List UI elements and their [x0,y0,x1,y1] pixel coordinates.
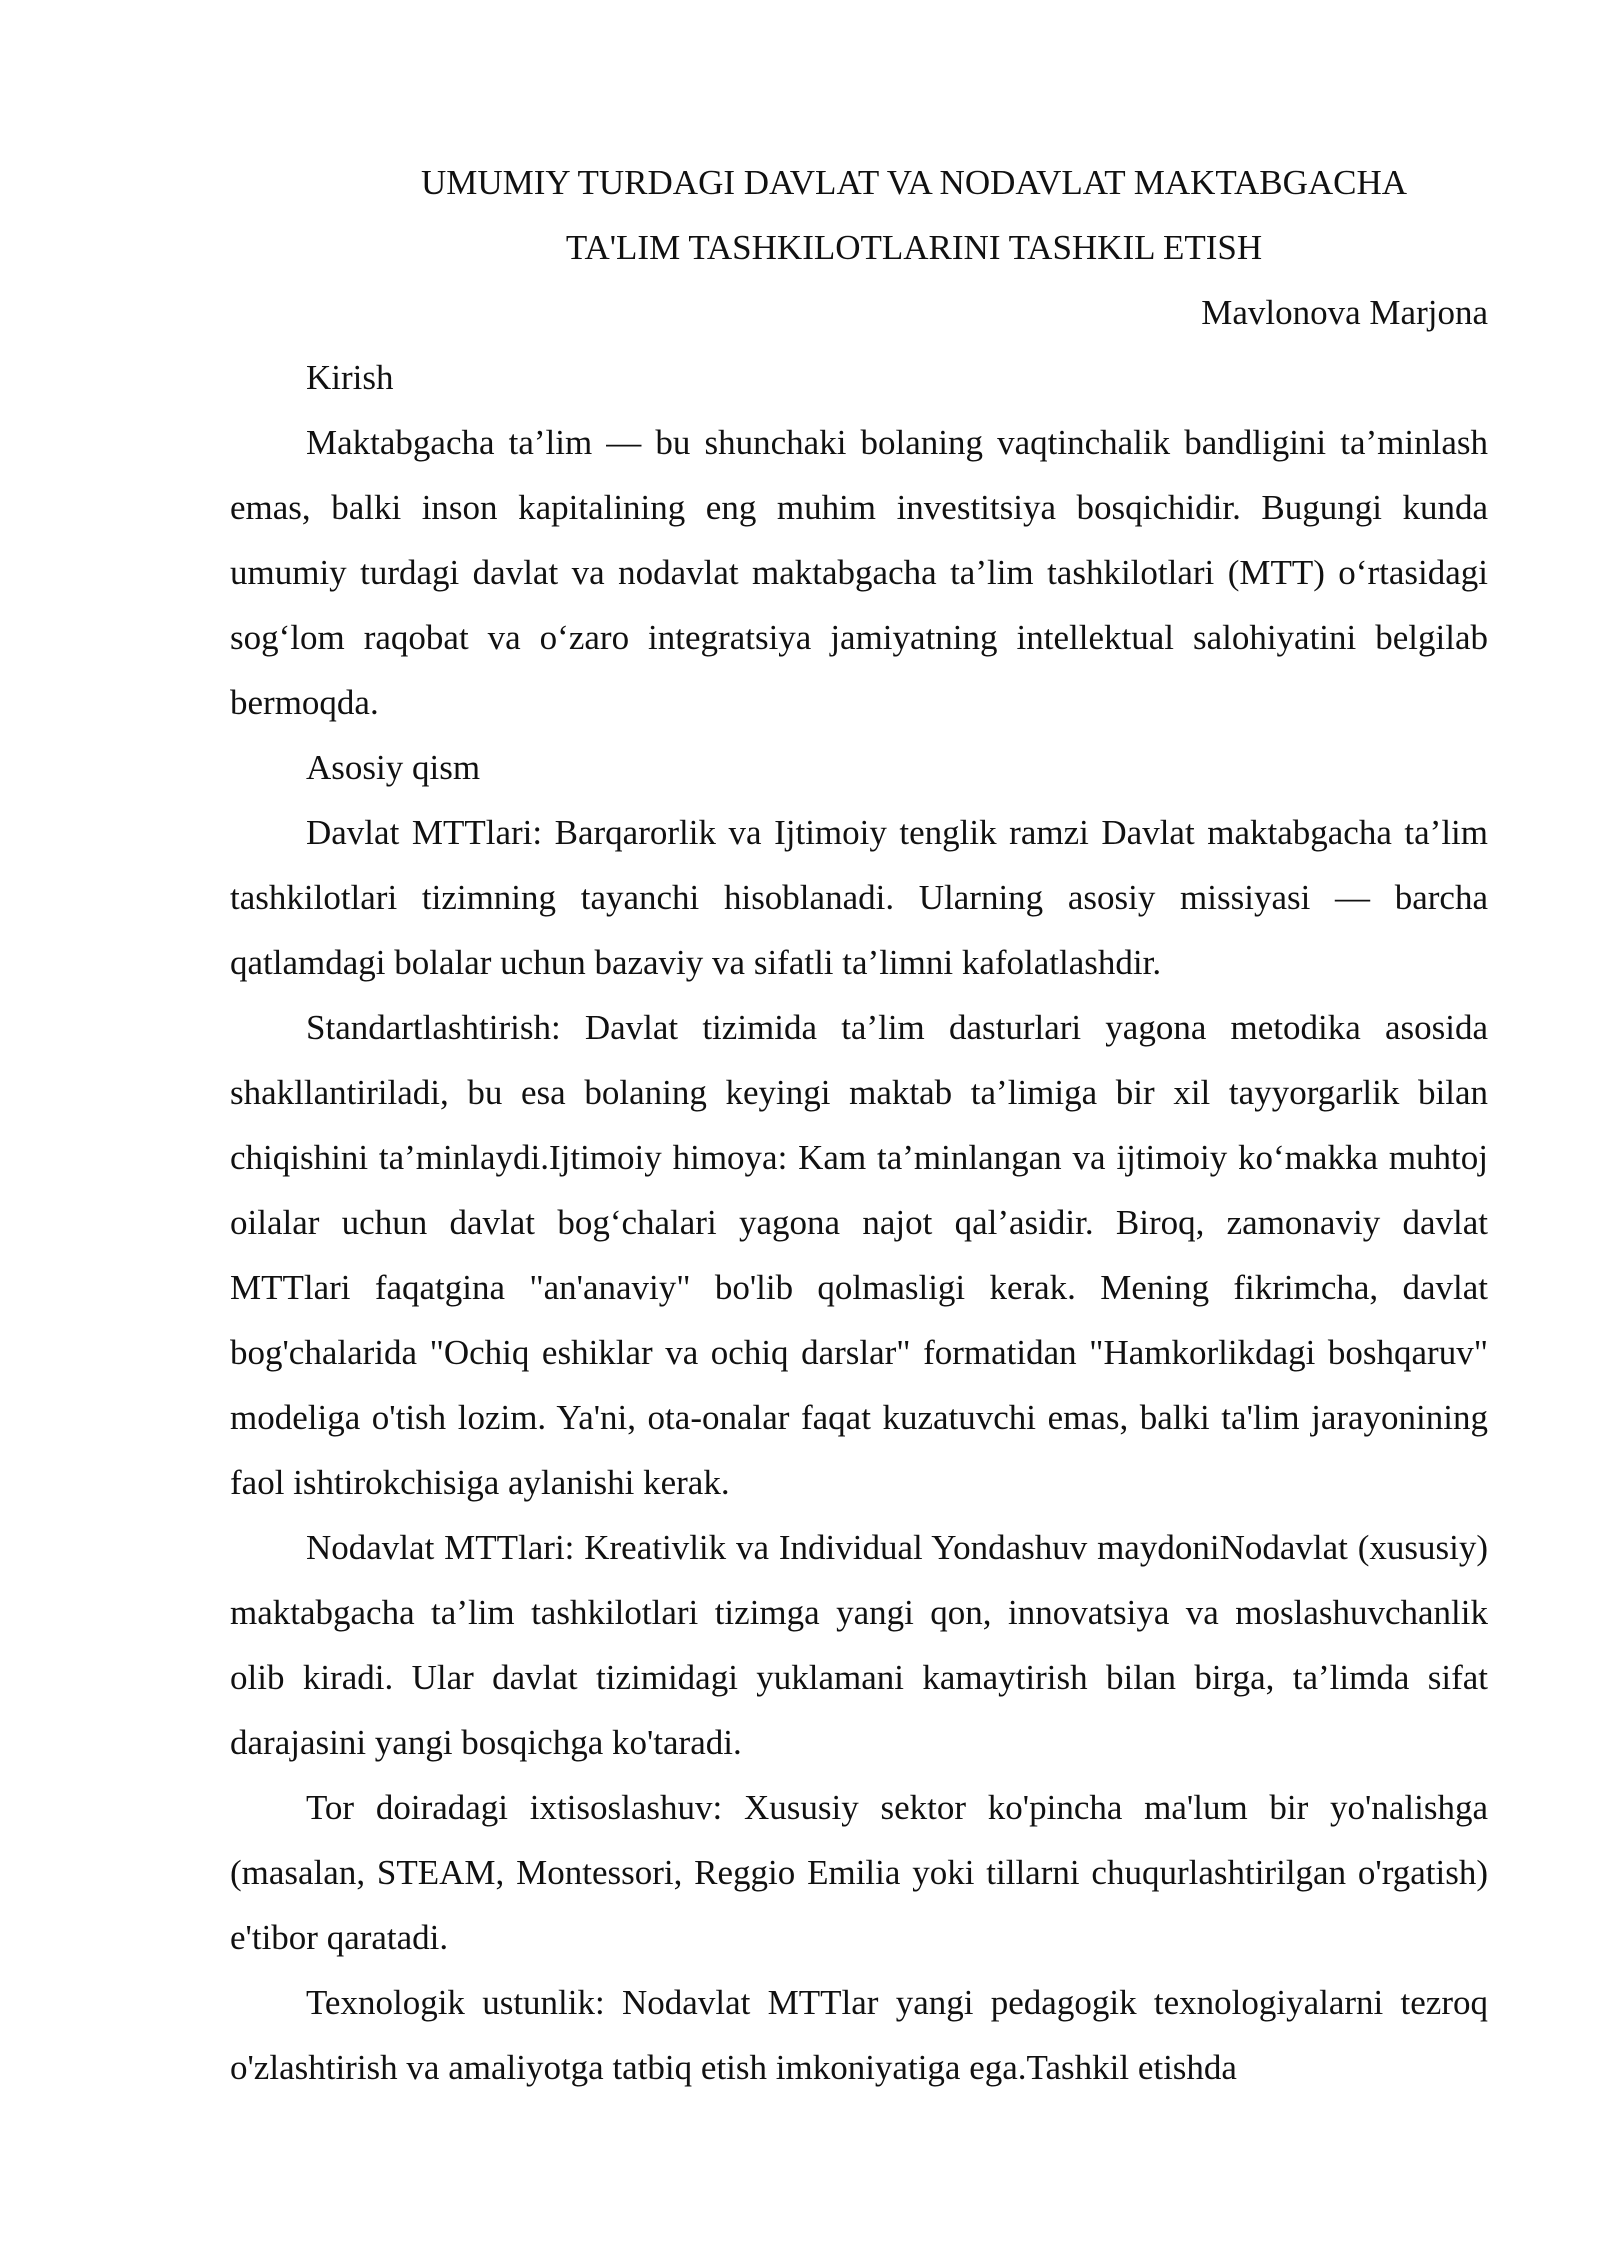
paragraph-private-institutions: Nodavlat MTTlari: Kreativlik va Individual Yondashuv maydoniNodavlat (xususiy) maktabgacha ta’lim tashkilotlari tizimga yangi qon, innovatsiya va moslashuvchanlik olib kiradi. Ular davlat tizimidagi yuklamani kamaytirish bilan birga, ta’limda sifat darajasini yangi bosqichga ko'taradi. [230,1528,1488,1762]
paragraph-technology: Texnologik ustunlik: Nodavlat MTTlar yangi pedagogik texnologiyalarni tezroq o'zlashtirish va amaliyotga tatbiq etish imkoniyatiga ega.Tashkil etishda [230,1983,1488,2087]
author-name: Mavlonova Marjona [1201,293,1488,332]
paragraph-specialization: Tor doiradagi ixtisoslashuv: Xususiy sektor ko'pincha ma'lum bir yo'nalishga (masalan, STEAM, Montessori, Reggio Emilia yoki tillarni chuqurlashtirilgan o'rgatish) e'tibor qaratadi. [230,1788,1488,1957]
paragraph-state-institutions: Davlat MTTlari: Barqarorlik va Ijtimoiy tenglik ramzi Davlat maktabgacha ta’lim tashkilotlari tizimning tayanchi hisoblanadi. Ularning asosiy missiyasi — barcha qatlamdagi bolalar uchun bazaviy va sifatli ta’limni kafolatlashdir. [230,813,1488,982]
section-heading-introduction: Kirish [306,358,394,397]
title-line-1: UMUMIY TURDAGI DAVLAT VA NODAVLAT MAKTABGACHA [420,163,1408,202]
title-line-2: TA'LIM TASHKILOTLARINI TASHKIL ETISH [565,228,1263,267]
document-title [230,150,1488,280]
paragraph-standardization: Standartlashtirish: Davlat tizimida ta’lim dasturlari yagona metodika asosida shakllantiriladi, bu esa bolaning keyingi maktab ta’limiga bir xil tayyorgarlik bilan chiqishini ta’minlaydi.Ijtimoiy himoya: Kam ta’minlangan va ijtimoiy ko‘makka muhtoj oilalar uchun davlat bog‘chalari yagona najot qal’asidir. Biroq, zamonaviy davlat MTTlari faqatgina "an'anaviy" bo'lib qolmasligi kerak. Mening fikrimcha, davlat bog'chalarida "Ochiq eshiklar va ochiq darslar" formatidan "Hamkorlikdagi boshqaruv" modeliga o'tish lozim. Ya'ni, ota-onalar faqat kuzatuvchi emas, balki ta'lim jarayonining faol ishtirokchisiga aylanishi kerak. [230,1008,1488,1502]
section-heading-main: Asosiy qism [306,748,481,787]
paragraph-intro: Maktabgacha ta’lim — bu shunchaki bolaning vaqtinchalik bandligini ta’minlash emas, balki inson kapitalining eng muhim investitsiya bosqichidir. Bugungi kunda umumiy turdagi davlat va nodavlat maktabgacha ta’lim tashkilotlari (MTT) o‘rtasidagi sog‘lom raqobat va o‘zaro integratsiya jamiyatning intellektual salohiyatini belgilab bermoqda. [230,423,1488,722]
document-body [230,150,1488,2100]
